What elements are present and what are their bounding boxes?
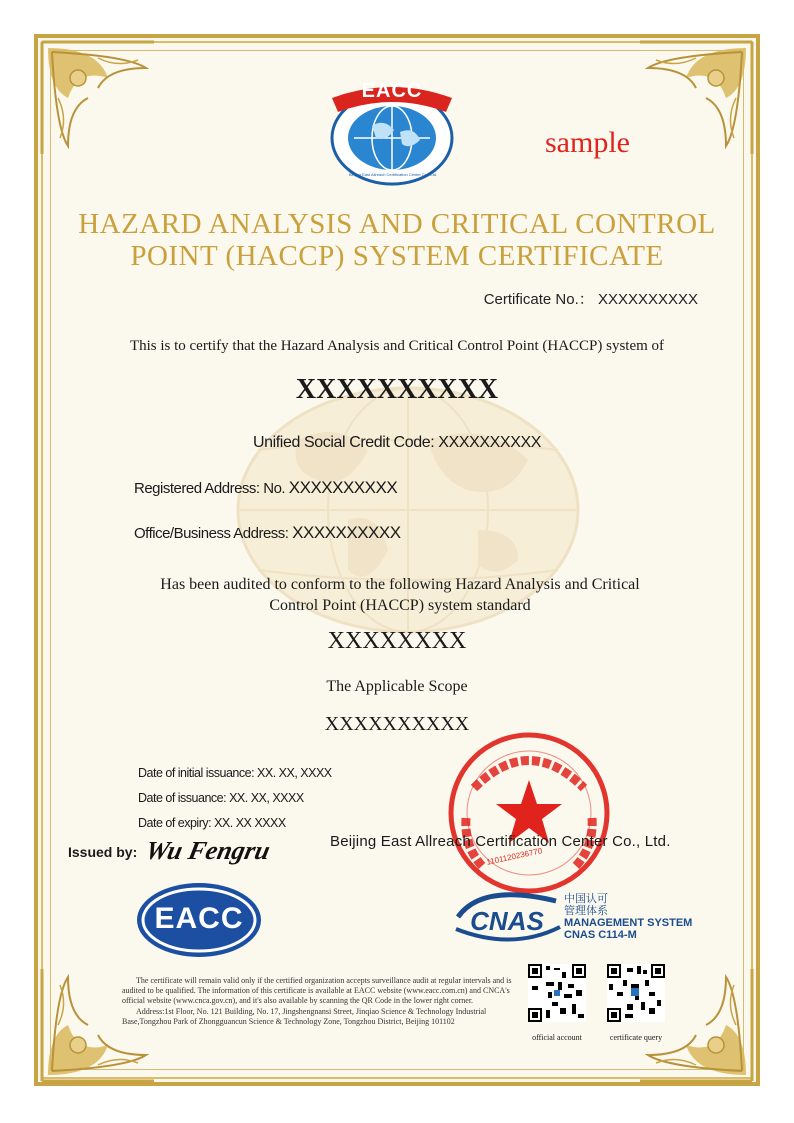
registered-address [134, 478, 397, 498]
seal-number: 1101120236770 [485, 846, 543, 867]
standard-name: XXXXXXXX [327, 628, 467, 654]
scope-value: XXXXXXXXXX [324, 713, 470, 735]
issuing-company: Beijing East Allreach Certification Center Co., Ltd. [330, 833, 671, 850]
certificate-number-label: Certificate No.： [483, 291, 594, 308]
organization-name: XXXXXXXXXX [295, 374, 499, 405]
audit-statement-line1: Has been audited to conform to the following Hazard Analysis and Critical [160, 576, 640, 593]
eacc-header-logo-text: EACC [361, 80, 423, 102]
company-seal-icon [444, 728, 614, 898]
date-expiry [138, 816, 286, 830]
office-address-label: Office/Business Address: [134, 525, 289, 542]
certificate-query-qr-icon[interactable] [607, 964, 665, 1022]
eacc-logo-text: EACC [154, 902, 244, 935]
footnote [122, 976, 514, 1028]
date-issuance-label: Date of issuance: [138, 791, 227, 805]
date-expiry-value: XX. XX XXXX [214, 816, 286, 830]
ornament-corner-icon [38, 38, 158, 158]
registered-address-value: XXXXXXXXXX [288, 478, 398, 497]
eacc-header-logo-ring-text: Beijing East Allreach Certification Center Co., Ltd. [348, 172, 438, 177]
cnas-caption [564, 893, 692, 941]
certificate-number-value: XXXXXXXXXX [597, 291, 698, 308]
office-address [134, 523, 401, 543]
certificate-number [380, 288, 698, 309]
certificate-title-line2: POINT (HACCP) SYSTEM CERTIFICATE [130, 240, 664, 272]
signature: Wu Fengru [143, 836, 273, 865]
cnas-en-line1: MANAGEMENT SYSTEM [564, 917, 693, 929]
certificate-title-line1: HAZARD ANALYSIS AND CRITICAL CONTROL [78, 208, 716, 240]
date-issuance-value: XX. XX, XXXX [229, 791, 304, 805]
certify-statement: This is to certify that the Hazard Analysis and Critical Control Point (HACCP) system of [129, 338, 665, 354]
footnote-address: Address:1st Floor, No. 121 Building, No. 17, Jingshengnansi Street, Jinqiao Science & Technology Industrial Base,Tongzhou Park of Zhongguancun Science & Technology Zone, Tongzhou District, Beijing 101102 [122, 1007, 487, 1026]
audit-statement [100, 574, 700, 616]
official-account-qr-icon[interactable] [528, 964, 586, 1022]
sample-watermark: sample [545, 126, 630, 159]
date-issuance [138, 791, 304, 805]
office-address-value: XXXXXXXXXX [292, 523, 401, 542]
cnas-cn-line2: 管理体系 [564, 905, 608, 917]
credit-code [60, 434, 734, 452]
official-account-label: official account [532, 1033, 582, 1042]
date-initial-value: XX. XX, XXXX [257, 766, 332, 780]
date-expiry-label: Date of expiry: [138, 816, 212, 830]
credit-code-label: Unified Social Credit Code: [252, 434, 435, 451]
footnote-validity: The certificate will remain valid only if the certified organization accepts surveillance audit at regular intervals and is audited to be qualified. The information of this certificate is available at EACC website (www.eacc.com.cn) and CNCA's official website (www.cnca.gov.cn), and it's also available by scanning the QR Code in the lower right corner. [122, 976, 512, 1005]
date-initial-label: Date of initial issuance: [138, 766, 255, 780]
cnas-en-line2: CNAS C114-M [564, 929, 637, 941]
cnas-logo-text: CNAS [470, 906, 544, 936]
registered-address-label: Registered Address: No. [134, 480, 286, 497]
audit-statement-line2: Control Point (HACCP) system standard [269, 597, 531, 614]
credit-code-value: XXXXXXXXXX [438, 434, 542, 451]
certificate-query-label: certificate query [609, 1033, 663, 1042]
date-initial-issuance [138, 766, 332, 780]
ornament-corner-icon [636, 38, 756, 158]
cnas-cn-line1: 中国认可 [564, 893, 608, 905]
issued-by-label: Issued by: [68, 844, 138, 860]
scope-label: The Applicable Scope [326, 678, 468, 695]
